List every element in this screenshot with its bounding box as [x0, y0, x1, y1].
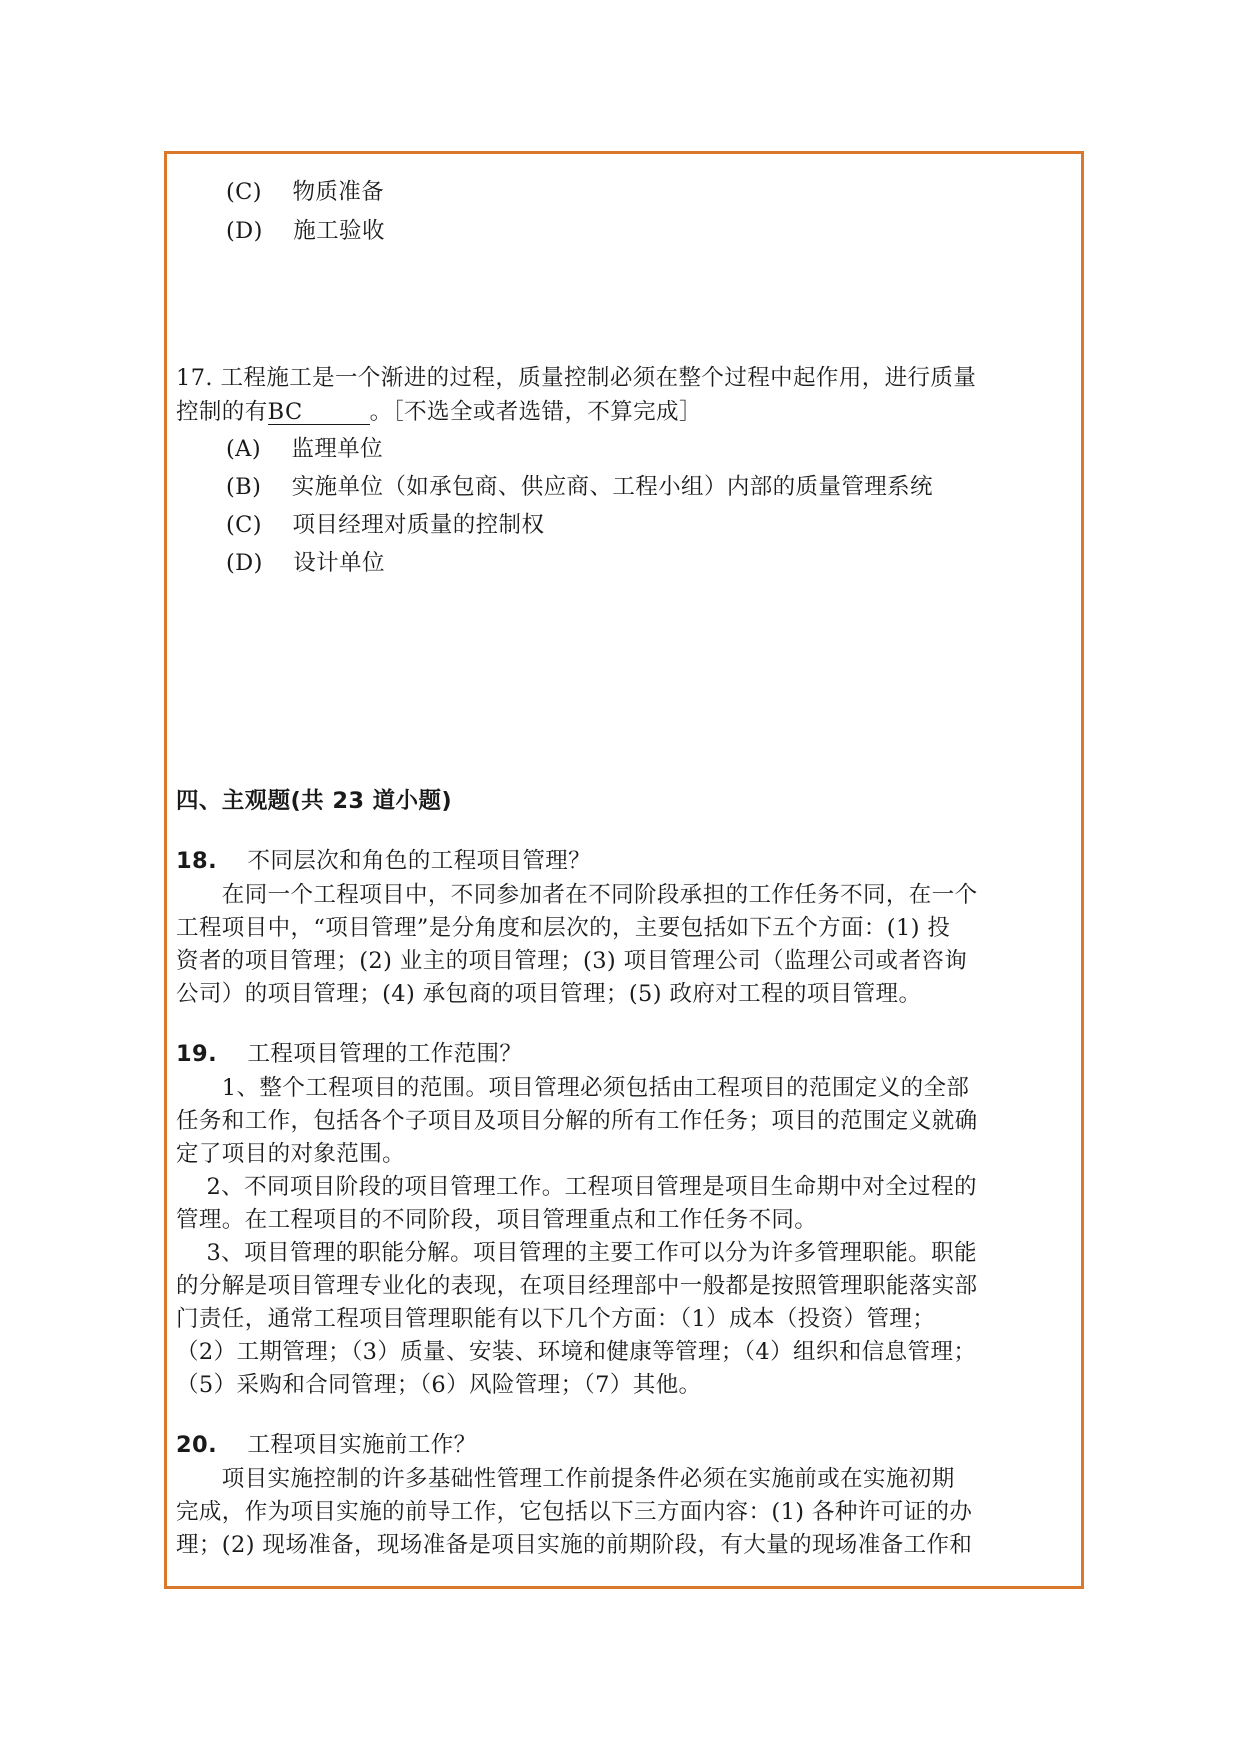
- q18-answer-line: 工程项目中，“项目管理”是分角度和层次的，主要包括如下五个方面：(1) 投: [176, 915, 951, 941]
- q18-answer-line: 资者的项目管理；(2) 业主的项目管理；(3) 项目管理公司（监理公司或者咨询: [176, 948, 968, 974]
- q20-answer-line: 完成，作为项目实施的前导工作，它包括以下三方面内容：(1) 各种许可证的办: [176, 1499, 973, 1525]
- q17-option-a: (A) 监理单位: [226, 436, 384, 462]
- option-d: (D) 施工验收: [226, 218, 385, 244]
- q19-answer-line: 2、不同项目阶段的项目管理工作。工程项目管理是项目生命期中对全过程的: [176, 1174, 977, 1200]
- q19-answer-line: 定了项目的对象范围。: [176, 1141, 406, 1167]
- q19-answer-line: （5）采购和合同管理；（6）风险管理；（7）其他。: [176, 1372, 702, 1398]
- q18-answer-line: 公司）的项目管理；(4) 承包商的项目管理；(5) 政府对工程的项目管理。: [176, 981, 922, 1007]
- q20-heading: 20. 工程项目实施前工作？: [176, 1432, 477, 1458]
- q20-answer-line: 理；(2) 现场准备，现场准备是项目实施的前期阶段，有大量的现场准备工作和: [176, 1532, 973, 1558]
- q17-option-b: (B) 实施单位（如承包商、供应商、工程小组）内部的质量管理系统: [226, 474, 933, 500]
- q17-option-d: (D) 设计单位: [226, 550, 385, 576]
- q17-answer-blank: BC: [268, 400, 370, 425]
- q20-answer-line: 项目实施控制的许多基础性管理工作前提条件必须在实施前或在实施初期: [176, 1466, 955, 1492]
- q19-answer-line: 3、项目管理的职能分解。项目管理的主要工作可以分为许多管理职能。职能: [176, 1240, 977, 1266]
- q18-heading: 18. 不同层次和角色的工程项目管理？: [176, 848, 592, 874]
- q19-answer-line: 任务和工作，包括各个子项目及项目分解的所有工作任务；项目的范围定义就确: [176, 1108, 978, 1134]
- q19-heading: 19. 工程项目管理的工作范围？: [176, 1041, 523, 1067]
- option-c: (C) 物质准备: [226, 179, 385, 205]
- q17-text-line1: 17. 工程施工是一个渐进的过程，质量控制必须在整个过程中起作用，进行质量: [176, 365, 977, 391]
- q18-answer-line: 在同一个工程项目中，不同参加者在不同阶段承担的工作任务不同，在一个: [176, 882, 978, 908]
- q19-answer-line: 管理。在工程项目的不同阶段，项目管理重点和工作任务不同。: [176, 1207, 818, 1233]
- q17-option-c: (C) 项目经理对质量的控制权: [226, 512, 545, 538]
- q19-answer-line: （2）工期管理；（3）质量、安装、环境和健康等管理；（4）组织和信息管理；: [176, 1339, 977, 1365]
- q17-text-line2: 控制的有BC 。［不选全或者选错，不算完成］: [176, 399, 702, 425]
- q19-answer-line: 的分解是项目管理专业化的表现，在项目经理部中一般都是按照管理职能落实部: [176, 1273, 978, 1299]
- section-heading: 四、主观题(共 23 道小题): [176, 788, 453, 814]
- q19-answer-line: 1、整个工程项目的范围。项目管理必须包括由工程项目的范围定义的全部: [176, 1075, 970, 1101]
- q19-answer-line: 门责任，通常工程项目管理职能有以下几个方面：（1）成本（投资）管理；: [176, 1306, 936, 1332]
